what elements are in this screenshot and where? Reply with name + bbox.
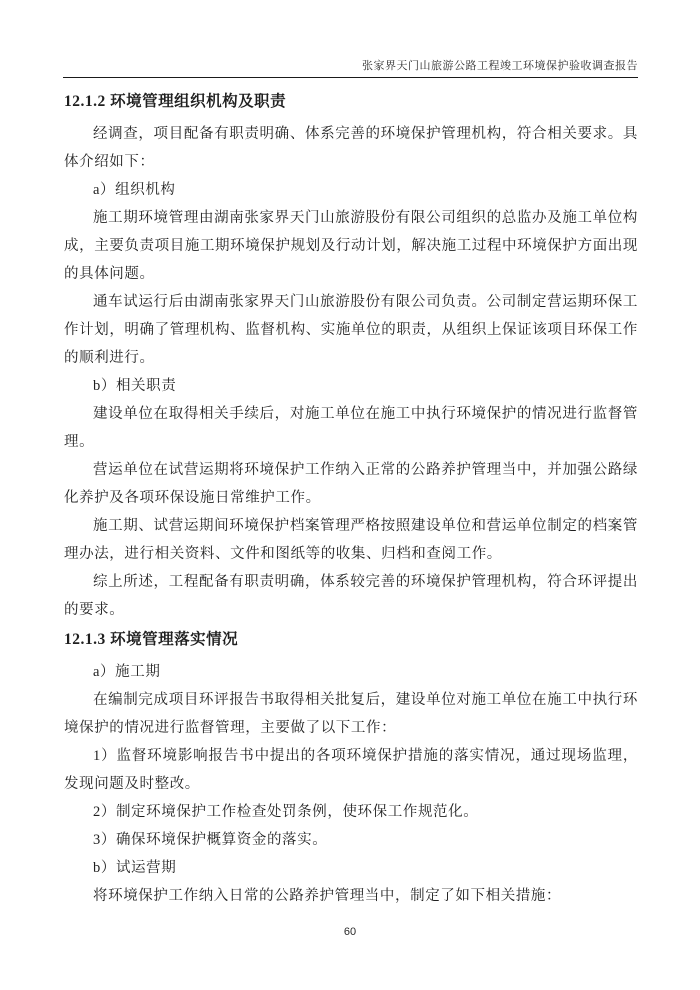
- paragraph: 3）确保环境保护概算资金的落实。: [93, 832, 328, 848]
- paragraph: 综上所述，工程配备有职责明确，体系较完善的环境保护管理机构，符合环评提出的要求。: [64, 574, 638, 618]
- paragraph: 施工期环境管理由湖南张家界天门山旅游股份有限公司组织的总监办及施工单位构成，主要负责项目施工期环境保护规划及行动计划，解决施工过程中环境保护方面出现的具体问题。: [64, 210, 638, 282]
- page-footer: [0, 926, 700, 938]
- paragraph: 2）制定环境保护工作检查处罚条例，使环保工作规范化。: [93, 804, 479, 820]
- running-header-title: 张家界天门山旅游公路工程竣工环境保护验收调查报告: [362, 60, 638, 72]
- paragraph: 在编制完成项目环评报告书取得相关批复后，建设单位对施工单位在施工中执行环境保护的情况进行监督管理，主要做了以下工作：: [64, 692, 638, 736]
- running-header: [63, 57, 638, 78]
- paragraph: 经调查，项目配备有职责明确、体系完善的环境保护管理机构，符合相关要求。具体介绍如下：: [64, 126, 638, 170]
- paragraph: 1）监督环境影响报告书中提出的各项环境保护措施的落实情况，通过现场监理，发现问题及时整改。: [64, 748, 638, 792]
- paragraph: b）相关职责: [93, 378, 177, 394]
- paragraph: 施工期、试营运期间环境保护档案管理严格按照建设单位和营运单位制定的档案管理办法，进行相关资料、文件和图纸等的收集、归档和查阅工作。: [64, 518, 638, 562]
- page-number: 60: [343, 926, 357, 938]
- paragraph: b）试运营期: [93, 860, 177, 876]
- paragraph: 建设单位在取得相关手续后，对施工单位在施工中执行环境保护的情况进行监督管理。: [64, 406, 638, 450]
- section-heading-12-1-2: 12.1.2 环境管理组织机构及职责: [64, 93, 287, 110]
- paragraph: a）施工期: [93, 664, 161, 680]
- paragraph: 营运单位在试营运期将环境保护工作纳入正常的公路养护管理当中，并加强公路绿化养护及各项环保设施日常维护工作。: [64, 462, 638, 506]
- paragraph: 通车试运行后由湖南张家界天门山旅游股份有限公司负责。公司制定营运期环保工作计划，明确了管理机构、监督机构、实施单位的职责，从组织上保证该项目环保工作的顺利进行。: [64, 294, 638, 366]
- section-heading-12-1-3: 12.1.3 环境管理落实情况: [64, 631, 239, 648]
- page-content: [64, 86, 638, 910]
- paragraph: 将环境保护工作纳入日常的公路养护管理当中，制定了如下相关措施：: [93, 888, 562, 904]
- paragraph: a）组织机构: [93, 182, 176, 198]
